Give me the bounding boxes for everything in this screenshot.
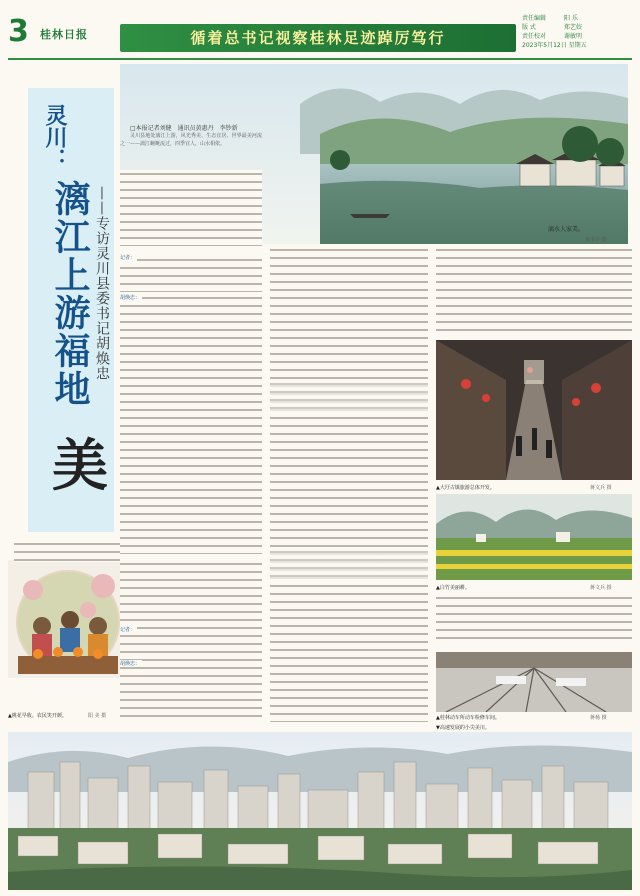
harvest-credit: 阳 美 摄: [88, 713, 107, 719]
paper-name: 桂林日报: [40, 28, 88, 41]
calligraphy-character: 美: [52, 433, 108, 499]
text-block: [436, 246, 632, 336]
masthead: [0, 0, 640, 58]
editor-row: 责任编辑 阳 乐: [522, 15, 578, 22]
harvest-caption: ▲桃花早收。农民笑开颜。: [8, 713, 67, 719]
banner-text: 循着总书记视察桂林足迹踔厉笃行: [190, 29, 446, 47]
rail-photo: [436, 652, 632, 712]
title-prefix: 灵川：: [42, 104, 68, 170]
street-photo: [436, 340, 632, 480]
field-credit: 蒋文兵 摄: [590, 585, 612, 591]
text-block: [120, 560, 262, 720]
byline: □本报记者刘健 通讯员黄惠丹 李钞新: [130, 125, 238, 132]
text-block: [120, 294, 262, 554]
hero-credit: 黄书平 摄: [585, 237, 607, 243]
issue-date: 2023年5月12日 星期五: [522, 42, 587, 49]
field-caption: ▲白竹美丽耕。: [436, 585, 470, 591]
text-block: [270, 246, 428, 722]
question-block: [270, 548, 428, 582]
street-caption: ▲大圩古镇旅游总体开发。: [436, 485, 495, 491]
text-block: [14, 540, 120, 562]
field-photo: [436, 494, 632, 580]
street-credit: 蒋文兵 摄: [590, 485, 612, 491]
section-banner: [120, 24, 516, 52]
intro-text: 灵川县地处漓江上游，风光秀美、生态宜居、世界最美河流之一——漓江蜿蜒流过，四季宜人，山水相依。: [120, 133, 262, 147]
page-number: 3: [8, 14, 29, 49]
editor-list: [522, 14, 632, 50]
headline: 漓江上游福地: [49, 180, 91, 408]
a-label: 胡焕忠：: [120, 661, 141, 667]
q-label: 记者：: [120, 627, 136, 633]
text-block: [120, 170, 262, 246]
subtitle: ——专访灵川县委书记胡焕忠: [94, 186, 110, 381]
city-panorama-photo: [8, 732, 632, 890]
rail-caption: ▲桂林动车所动车检修车间。: [436, 715, 500, 721]
hero-caption: 漓水人家美。: [548, 226, 585, 233]
harvest-photo: [8, 560, 128, 710]
text-block: [436, 594, 632, 644]
editor-row: 版 式 郑艺姣: [522, 24, 583, 31]
question-block: [270, 380, 428, 414]
editor-row: 责任校对 谢敏明: [522, 33, 583, 40]
header-rule: [8, 58, 632, 60]
q-label: 记者：: [120, 255, 136, 261]
a-label: 胡焕忠：: [120, 295, 141, 301]
city-caption: ▼高速发展的小尖美川。: [436, 725, 490, 731]
rail-credit: 蒋杨 摄: [590, 715, 607, 721]
question-block: [120, 256, 262, 292]
